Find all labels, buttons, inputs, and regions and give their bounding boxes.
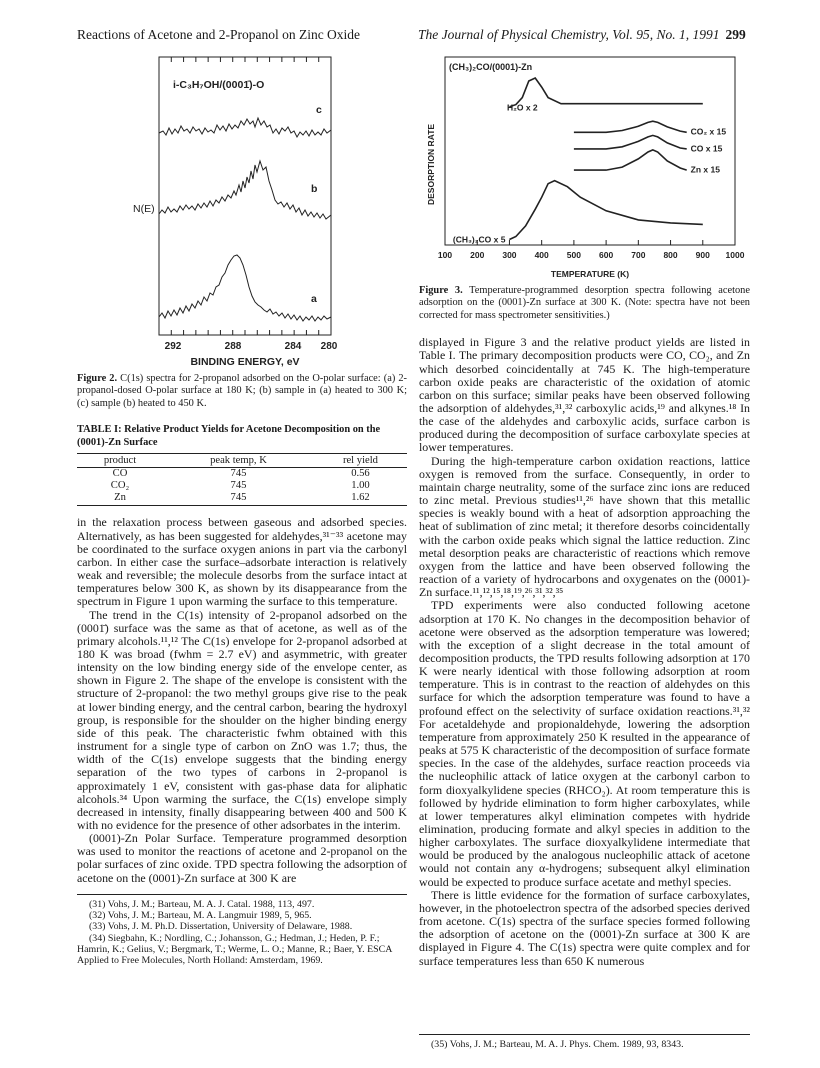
fig2-bottom-ticks	[159, 330, 331, 335]
fig2-curve-a	[159, 255, 331, 321]
series-label: (CH₃)₂CO x 5	[452, 234, 506, 245]
paragraph: displayed in Figure 3 and the relative product yields are listed in Table I. The primary decomposition products were CO, CO₂, and Zn which desorbed coincidentally at 745 K. The high-temperature carbon oxide peaks are characteristic of the oxidation of atomic carbon on this surface; similar peaks have been observed following the adsorption of aldehydes,³¹,³² carboxylic acids,¹⁹ and alkynes.¹⁸ In the case of the aldehydes and carboxylic acids, surface carbon is produced during the decomposition of surface carboxylate species at lower temperatures.	[419, 335, 750, 455]
figure-3	[419, 55, 750, 322]
page-number: 299	[725, 27, 746, 42]
chart-title: (CH₃)₂CO/(0001)-Zn	[449, 62, 533, 72]
fig2-tick-label: 288	[224, 341, 242, 352]
table-cell: Zn	[77, 492, 163, 506]
x-tick-label: 100	[437, 250, 453, 260]
y-axis-label: DESORPTION RATE	[426, 123, 436, 205]
series-label: CO x 15	[690, 143, 723, 154]
fig2-top-ticks	[159, 57, 331, 62]
fig2-tick-label: 280	[320, 341, 338, 352]
x-tick-label: 800	[663, 250, 678, 260]
journal-citation	[418, 27, 746, 43]
fig3-series	[453, 78, 727, 244]
table-cell: 745	[163, 492, 314, 506]
table-cell: CO₂	[110, 479, 130, 491]
x-tick-label: 1000	[725, 250, 745, 260]
x-tick-label: 700	[631, 250, 646, 260]
table-row	[77, 468, 407, 480]
series-line	[509, 181, 702, 240]
table-cell: 745	[230, 479, 247, 491]
fig2-x-label: BINDING ENERGY, eV	[190, 356, 300, 368]
fig2-curve-label-c: c	[316, 104, 322, 116]
left-column	[77, 55, 407, 967]
table-cell: 1.00	[351, 479, 370, 491]
paragraph: (0001)-Zn Polar Surface. Temperature programmed desorption was used to monitor the reactions of acetone and 2-propanol on the polar surfaces of zinc oxide. TPD spectra following the adsorption of acetone on the (0001)-Zn surface at 300 K are	[77, 831, 407, 885]
fig2-y-label: N(E)	[133, 203, 155, 215]
x-tick-label: 300	[502, 250, 517, 260]
right-reference: (35) Vohs, J. M.; Barteau, M. A. J. Phys. Chem. 1989, 93, 8343.	[419, 1034, 750, 1050]
series-label: Zn x 15	[690, 164, 720, 175]
right-column	[419, 55, 750, 968]
x-axis-label: TEMPERATURE (K)	[550, 269, 630, 279]
table-1-header-row	[77, 454, 407, 468]
series-label: CO₂ x 15	[690, 126, 727, 137]
fig2-curve-c	[159, 118, 331, 137]
table-1-col-peak-temp: peak temp, K	[163, 454, 314, 468]
fig2-tick-label: 284	[284, 341, 302, 352]
table-cell: 745	[230, 468, 247, 480]
fig3-caption-text: Temperature-programmed desorption spectra following acetone adsorption on the (0001)-Zn surface at 300 K. (Note: spectra have not been corrected for mass spectrometer sensitivities.)	[419, 285, 750, 321]
right-body-text	[419, 336, 750, 968]
series-line	[574, 135, 687, 149]
table-row	[77, 480, 407, 492]
fig2-curve-label-b: b	[311, 183, 318, 195]
reference: (34) Siegbahn, K.; Nordling, C.; Johansson, G.; Hedman, J.; Heden, P. F.; Hamrin, K.; Gelius, V.; Bergmark, T.; Werme, L. O.; Manne, R.; Baer, Y. ESCA Applied to Free Molecules, North Holland: Amsterdam, 1969.	[77, 932, 392, 967]
series-line	[574, 121, 687, 132]
fig2-tick-labels	[165, 341, 338, 352]
figure-2-plot	[77, 55, 407, 373]
series-line	[574, 150, 687, 170]
fig2-tick-label: 292	[164, 341, 182, 352]
x-tick-label: 600	[599, 250, 614, 260]
fig2-caption-label: Figure 2.	[77, 373, 118, 384]
reference: (33) Vohs, J. M. Ph.D. Dissertation, University of Delaware, 1988.	[89, 921, 353, 933]
left-body-text	[77, 516, 407, 884]
fig2-frame	[159, 57, 331, 335]
left-references	[77, 894, 407, 967]
x-tick-label: 900	[695, 250, 710, 260]
series-line	[509, 78, 702, 107]
table-cell: CO	[112, 468, 128, 480]
reference: (32) Vohs, J. M.; Barteau, M. A. Langmuir 1989, 5, 965.	[89, 910, 312, 922]
figure-3-chart	[419, 55, 750, 285]
table-1	[77, 453, 407, 506]
x-tick-label: 500	[566, 250, 581, 260]
table-1-col-rel-yield: rel yield	[314, 454, 407, 468]
paragraph: There is little evidence for the formation of surface carboxylates, however, in the photoelectron spectra of the adsorbed species derived from acetone. C(1s) spectra of the surface species formed following the adsorption of acetone on the (0001)-Zn surface at 300 K are displayed in Figure 4. The C(1s) spectra were quite complex and for surface temperatures less than 650 K numerous	[419, 887, 750, 968]
paragraph: in the relaxation process between gaseous and adsorbed species. Alternatively, as has been suggested for aldehydes,³¹⁻³³ acetone may be coordinated to the surface oxygen anions in part via the carbonyl carbon. In either case the surface–adsorbate interaction is relatively weak and reversible; the molecule desorbs from the surface intact at temperatures below 300 K, as shown by its disappearance from the spectrum in Figure 1 upon warming the surface to this temperature.	[77, 515, 407, 609]
fig3-tick-labels	[438, 250, 745, 260]
series-label: H₂O x 2	[506, 102, 538, 113]
x-tick-label: 200	[470, 250, 485, 260]
table-1-title: TABLE I: Relative Product Yields for Acetone Decomposition on the (0001)-Zn Surface	[77, 424, 381, 448]
fig2-inset-label: i-C₃H₇OH/(0001̄)-O	[173, 79, 265, 91]
paragraph: TPD experiments were also conducted following acetone adsorption at 170 K. No changes in the decomposition behavior of acetone were observed as the adsorption temperature was lowered; with the exception of a slight decrease in the total amount of decomposition products, the TPD results following adsorption at 170 K were nearly identical with those following adsorption at room temperature. This is in contrast to the reaction of aldehydes on this surface for which the adsorption temperature was found to have a profound effect on the selectivity of surface oxidation reactions.³¹,³² For acetaldehyde and propionaldehyde, lowering the adsorption temperature from approximately 250 K resulted in the appearance of peaks at 575 K characteristic of the decomposition of surface formate species. In the case of the aldehydes, surface reaction proceeds via the nucleophilic attack of latice oxygen at the carbonyl carbon to form dioxyalkylidene species (RHCO₂). At room temperature this is followed by hydride elimination to form higher carboxylates, while at lower temperatures alkyl elimination competes with hydride elimination, producing formate and alkyl species in addition to the higher carboxylates. The surface dioxyalkylidene intermediate that would be produced by the analogous nucleophilic attack of acetone would not contain any α-hydrogens; subsequent alkyl elimination would be expected to produce surface acetate and methyl species.	[419, 598, 750, 889]
reference: (31) Vohs, J. M.; Barteau, M. A. J. Catal. 1988, 113, 497.	[89, 898, 315, 910]
journal-name: The Journal of Physical Chemistry, Vol. 95, No. 1, 1991	[418, 27, 720, 42]
paragraph: The trend in the C(1s) intensity of 2-propanol adsorbed on the (0001̄) surface was the same as that of acetone, as well as of the primary alcohols.¹¹,¹² The C(1s) envelope for 2-propanol adsorbed at 180 K was broad (fwhm = 2.7 eV) and asymmetric, with greater intensity on the low binding energy side of the envelope center, as shown in Figure 2. The shape of the envelope is consistent with the structure of 2-propanol: the two methyl groups give rise to the peak at lower binding energy, and the central carbon, bearing the hydroxyl group, is responsible for the shoulder on the higher binding energy side of this peak. The characteristic fwhm obtained with this instrument for a single type of carbon on ZnO was 1.7; thus, the width of the C(1s) envelope suggests that the binding energy separation of the two types of carbons in 2-propanol is approximately 1 eV, consistent with gas-phase data for aliphatic alcohols.³⁴ Upon warming the surface, the C(1s) envelope simply decreased in intensity, finally disappearing between 400 and 500 K with no evidence for the presence of other adsorbates in the interim.	[77, 607, 407, 833]
figure-2-caption	[77, 373, 407, 410]
table-cell: 0.56	[351, 468, 370, 480]
fig2-caption-text: C(1s) spectra for 2-propanol adsorbed on the O-polar surface: (a) 2-propanol-dosed O-polar surface at 180 K; (b) sample in (a) heated to 300 K; (c) sample (b) heated to 450 K.	[77, 373, 407, 409]
table-row	[77, 492, 407, 506]
table-1-col-product: product	[77, 454, 163, 468]
x-tick-label: 400	[534, 250, 549, 260]
fig3-caption-label: Figure 3.	[419, 285, 463, 296]
running-head: Reactions of Acetone and 2-Propanol on Zinc Oxide	[77, 27, 361, 42]
paragraph: During the high-temperature carbon oxidation reactions, lattice oxygen is removed from the surface. Consequently, in order to maintain charge neutrality, some of the surface zinc ions are reduced to zinc metal. Previous studies¹¹,²⁶ have shown that this metallic species is weakly bound with a heat of adsorption approaching the heat of sublimation of zinc metal; it therefore desorbs coincidentally with the carbon oxide peaks which signal the lattice reduction. Zinc metal desorption peaks are characteristic of reactions which remove oxygen from the lattice and have been observed following the reaction of a variety of hydrocarbons and oxygenates on the (0001)-Zn surface.¹¹,¹²,¹⁵,¹⁸,¹⁹,²⁶,³¹,³²,³⁵	[419, 453, 750, 600]
table-cell: 1.62	[314, 492, 407, 506]
fig2-curve-b	[159, 161, 331, 219]
figure-2	[77, 55, 407, 410]
figure-3-caption	[419, 285, 750, 322]
fig2-curve-label-a: a	[311, 293, 317, 305]
